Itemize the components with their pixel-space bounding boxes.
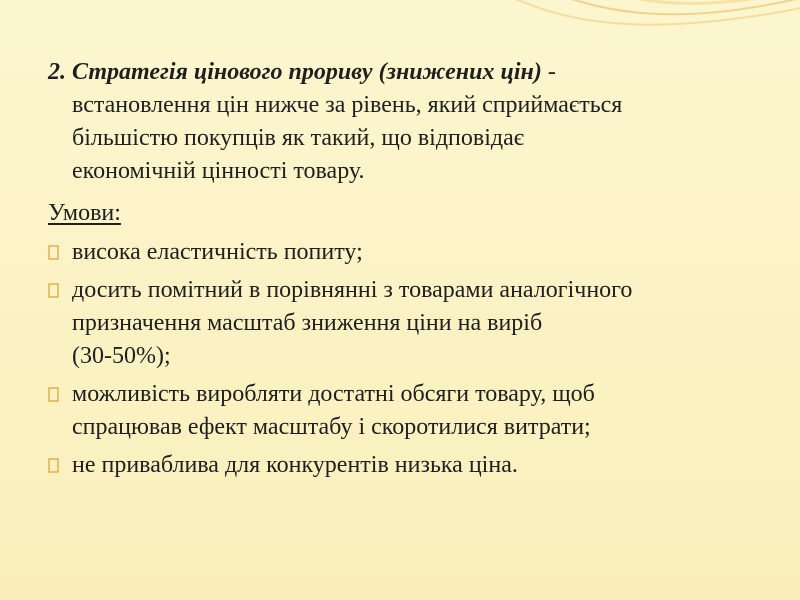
- condition-item: [48, 378, 768, 444]
- condition-item: [48, 449, 768, 482]
- strategy-title: 2. Стратегія цінового прориву (знижених цін): [48, 59, 542, 85]
- condition-line: призначення масштаб зниження ціни на виріб: [72, 310, 543, 336]
- condition-line: висока еластичність попиту;: [72, 239, 363, 265]
- condition-item: [48, 274, 768, 373]
- slide-content: [48, 56, 768, 487]
- open-square-bullet-icon: [48, 458, 59, 473]
- heading-line-3: більшістю покупців як такий, що відповідає: [72, 125, 525, 151]
- condition-item: [48, 236, 768, 269]
- conditions-list: [48, 236, 768, 482]
- heading-line-4: економічній цінності товару.: [72, 158, 365, 184]
- wave-decoration-icon: [480, 0, 800, 60]
- condition-line: досить помітний в порівнянні з товарами аналогічного: [72, 277, 633, 303]
- condition-line: можливість виробляти достатні обсяги товару, щоб: [72, 381, 595, 407]
- heading-dash: -: [541, 59, 556, 85]
- conditions-label: Умови:: [48, 200, 121, 226]
- condition-line: (30-50%);: [72, 343, 171, 369]
- strategy-description: [48, 56, 768, 188]
- condition-line: спрацював ефект масштабу і скоротилися витрати;: [72, 414, 591, 440]
- heading-line-1: [48, 56, 768, 89]
- heading-line-2: встановлення цін нижче за рівень, який сприймається: [72, 92, 623, 118]
- condition-line: не приваблива для конкурентів низька ціна.: [72, 452, 518, 478]
- open-square-bullet-icon: [48, 245, 59, 260]
- open-square-bullet-icon: [48, 387, 59, 402]
- open-square-bullet-icon: [48, 283, 59, 298]
